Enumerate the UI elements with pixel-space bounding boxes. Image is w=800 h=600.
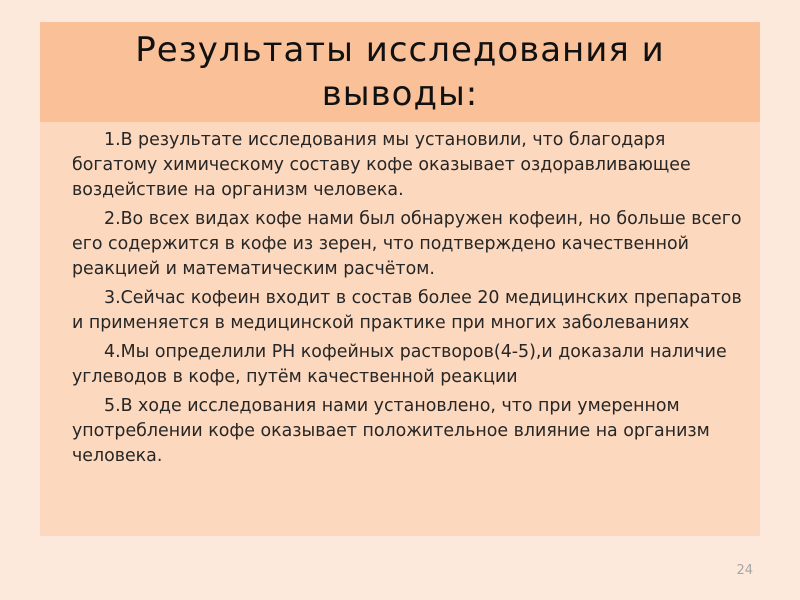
slide-title: Результаты исследования и выводы: — [135, 30, 665, 114]
page-number: 24 — [736, 563, 753, 578]
finding-item: 1.В результате исследования мы установили, что благодаря богатому химическому составу кофе оказывает оздоравливающее воздействие на организм человека. — [72, 130, 691, 200]
findings-list — [40, 122, 760, 469]
finding-item: 2.Во всех видах кофе нами был обнаружен кофеин, но больше всего его содержится в кофе из зерен, что подтверждено качественной реакцией и математическим расчётом. — [72, 209, 742, 279]
title-band — [40, 22, 760, 122]
finding-item: 4.Мы определили РН кофейных растворов(4-5),и доказали наличие углеводов в кофе, путём качественной реакции — [72, 342, 727, 387]
finding-item: 3.Сейчас кофеин входит в состав более 20 медицинских препаратов и применяется в медицинской практике при многих заболеваниях — [72, 288, 742, 333]
content-box — [40, 122, 760, 536]
finding-item: 5.В ходе исследования нами установлено, что при умеренном употреблении кофе оказывает положительное влияние на организм человека. — [72, 396, 710, 466]
